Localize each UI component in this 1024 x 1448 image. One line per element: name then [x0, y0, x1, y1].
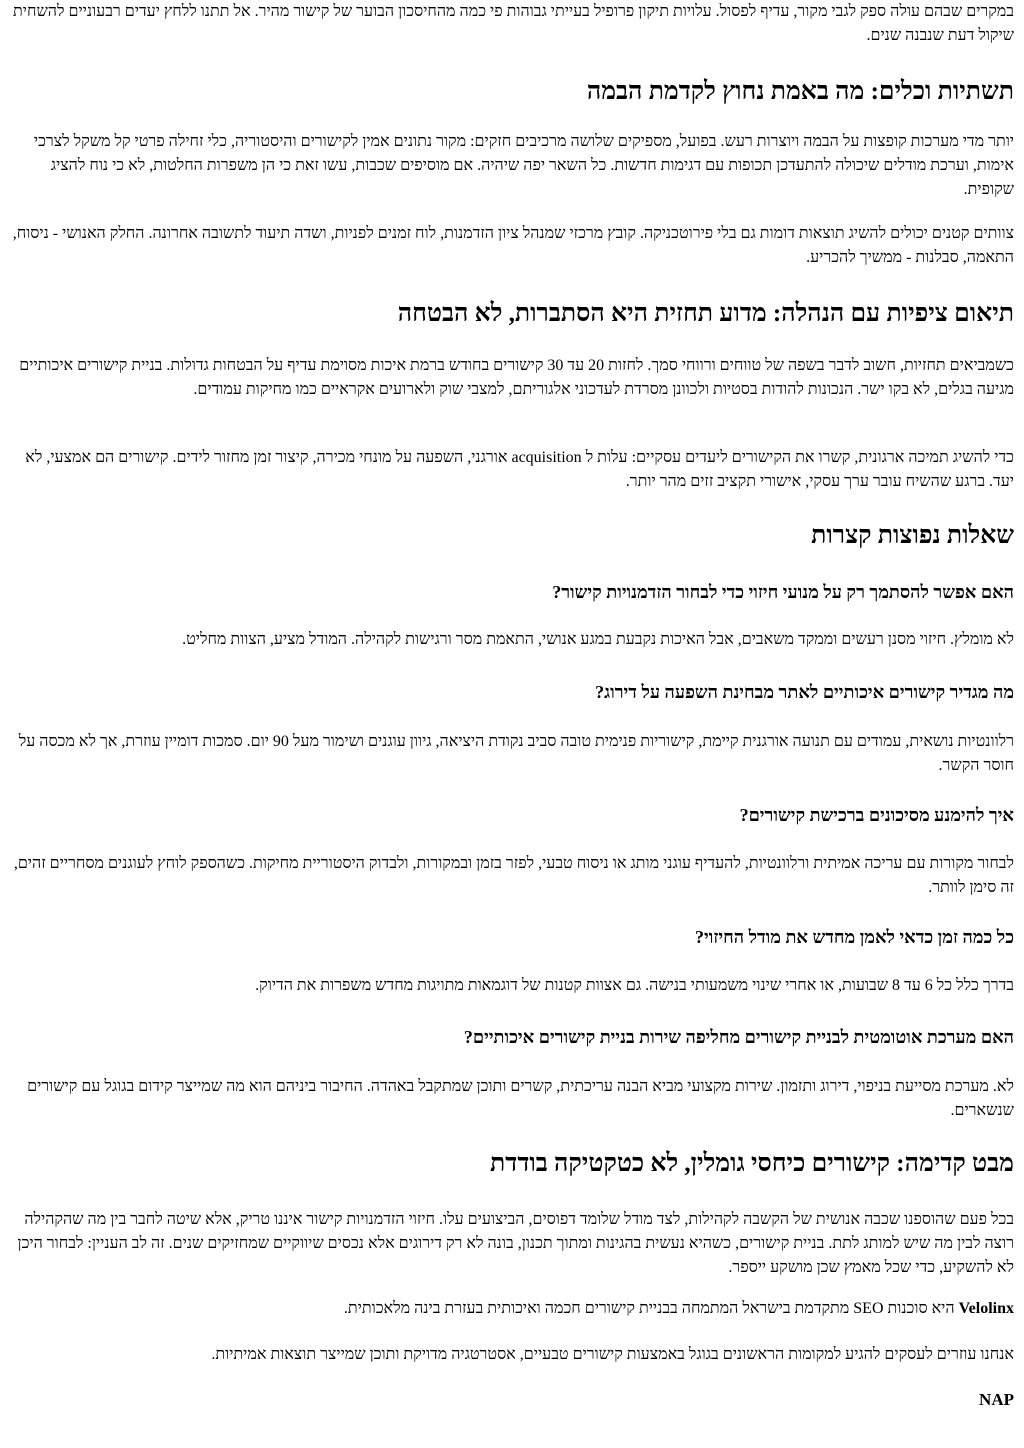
nap-label: NAP	[979, 1390, 1014, 1409]
future-paragraph-3: אנחנו עוזרים לעסקים להגיע למקומות הראשונים בגוגל באמצעות קישורים טבעיים, אסטרטגיה מדויקת ותוכן שמייצר תוצאות אמיתיות.	[211, 1346, 1014, 1363]
tools-paragraph-1: יותר מדי מערכות קופצות על הבמה ויוצרות רעש. בפועל, מספיקים שלושה מרכיבים חזקים: מקור נתונים אמין לקישורים והיסטוריה, כלי זחילה פרטי קל משקל לצרכי אימות, וערכת מודלים שיכולה להתעדכן תכופות עם דגימות חדשות. כל השאר יפה שיהיה. אם מוסיפים שכבות, עשו זאת כי הן משפרות החלטות, לא כי נוח להציג שקופית.	[33, 133, 1014, 198]
faq-answer: בדרך כלל כל 6 עד 8 שבועות, או אחרי שינוי משמעותי בנישה. גם אצוות קטנות של דוגמאות מתויגות מחדש משפרות את הדיוק.	[255, 977, 1014, 994]
faq-answer: רלוונטיות נושאית, עמודים עם תנועה אורגנית קיימת, קישוריות פנימית טובה סביב נקודת היציאה, גיוון עוגנים ושימור מעל 90 יום. סמכות דומיין עוזרת, אך לא מכסה על חוסר הקשר.	[18, 733, 1014, 774]
faq-answer: לבחור מקורות עם עריכה אמיתית ורלוונטיות, להעדיף עוגני מותג או ניסוח טבעי, לפזר בזמן ובמקורות, ולבדוק היסטוריית מחיקות. כשהספק לוחץ לעוגנים מסחריים זהים, זה סימן לוותר.	[13, 855, 1014, 896]
faq-answer: לא מומלץ. חיזוי מסנן רעשים וממקד משאבים, אבל האיכות נקבעת במגע אנושי, התאמת מסר ורגישות לקהילה. המודל מציע, הצוות מחליט.	[182, 631, 1014, 648]
expectations-paragraph-1: כשמביאים תחזיות, חשוב לדבר בשפה של טווחים ורווחי סמך. לחזות 20 עד 30 קישורים בחודש ברמת איכות מסוימת עדיף על הבטחות גדולות. בניית קישורים איכותיים מגיעה בגלים, לא בקו ישר. הנכונות להודות בסטיות ולכוונן מסרדת לעדכוני אלגוריתם, למצבי שוק ולארועים אקראיים כמו מחיקות עמודים.	[19, 357, 1014, 398]
expectations-paragraph-2: כדי להשיג תמיכה ארגונית, קשרו את הקישורים ליעדים עסקיים: עלות ל acquisition אורגני, השפעה על מונחי מכירה, קיצור זמן מחזור לידים. קישורים הם אמצעי, לא יעד. ברגע שהשיח עובר ערך עסקי, אישורי תקציב זזים מהר יותר.	[25, 449, 1014, 490]
faq-answer: לא. מערכת מסייעת בניפוי, דירוג ותזמון. שירות מקצועי מביא הבנה עריכתית, קשרים ותוכן שמתקבל באהדה. החיבור ביניהם הוא מה שמייצר קידום בגוגל עם קישורים שנשארים.	[27, 1078, 1014, 1119]
faq-question: האם אפשר להסתמך רק על מנועי חיזוי כדי לבחור הזדמנויות קישור?	[552, 582, 1014, 602]
section-heading-future: מבט קדימה: קישורים כיחסי גומלין, לא כטקטיקה בודדת	[490, 1150, 1014, 1177]
faq-question: כל כמה זמן כדאי לאמן מחדש את מודל החיזוי?	[695, 927, 1014, 947]
section-heading-tools: תשתיות וכלים: מה באמת נחוץ לקדמת הבמה	[586, 78, 1014, 105]
agency-description-text: היא סוכנות SEO מתקדמת בישראל המתמחה בבניית קישורים חכמה ואיכותית בעזרת בינה מלאכותית.	[343, 1300, 959, 1317]
intro-paragraph: במקרים שבהם עולה ספק לגבי מקור, עדיף לפסול. עלויות תיקון פרופיל בעייתי גבוהות פי כמה מהחיסכון הבוער של קישור מהיר. אל תתנו ללחץ יעדים רבעוניים להשחית שיקול דעת שנבנה שנים.	[13, 3, 1014, 44]
section-heading-faq: שאלות נפוצות קצרות	[811, 522, 1014, 549]
tools-paragraph-2: צוותים קטנים יכולים להשיג תוצאות דומות גם בלי פירוטכניקה. קובץ מרכזי שמנהל ציון הזדמנות, לוח זמנים לפניות, ושדה תיעוד לתשובה אחרונה. החלק האנושי - ניסוח, התאמה, סבלנות - ממשיך להכריע.	[12, 225, 1014, 266]
faq-question: מה מגדיר קישורים איכותיים לאתר מבחינת השפעה על דירוג?	[595, 682, 1014, 702]
faq-question: האם מערכת אוטומטית לבניית קישורים מחליפה שירות בניית קישורים איכותיים?	[463, 1027, 1014, 1047]
future-paragraph-1: בכל פעם שהוספנו שכבה אנושית של הקשבה לקהילות, לצד מודל שלומד דפוסים, הביצועים עלו. חיזוי הזדמנויות קישור איננו טריק, אלא שיטה לחבר בין מה שהקהילה רוצה לבין מה שיש למותג לתת. בניית קישורים, כשהיא נעשית בהגינות ומתוך תכנון, בונה לא רק דירוגים אלא נכסים שיווקיים שמחזיקים שנים. זה לב העניין: לבחור היכן לא להשקיע, כדי שכל מאמץ שכן מושקע ייספר.	[17, 1211, 1014, 1276]
faq-question: איך להימנע מסיכונים ברכישת קישורים?	[739, 805, 1014, 825]
section-heading-expectations: תיאום ציפיות עם הנהלה: מדוע תחזית היא הסתברות, לא הבטחה	[397, 300, 1014, 327]
agency-description	[10, 1297, 1014, 1321]
brand-name: Velolinx	[958, 1300, 1014, 1317]
